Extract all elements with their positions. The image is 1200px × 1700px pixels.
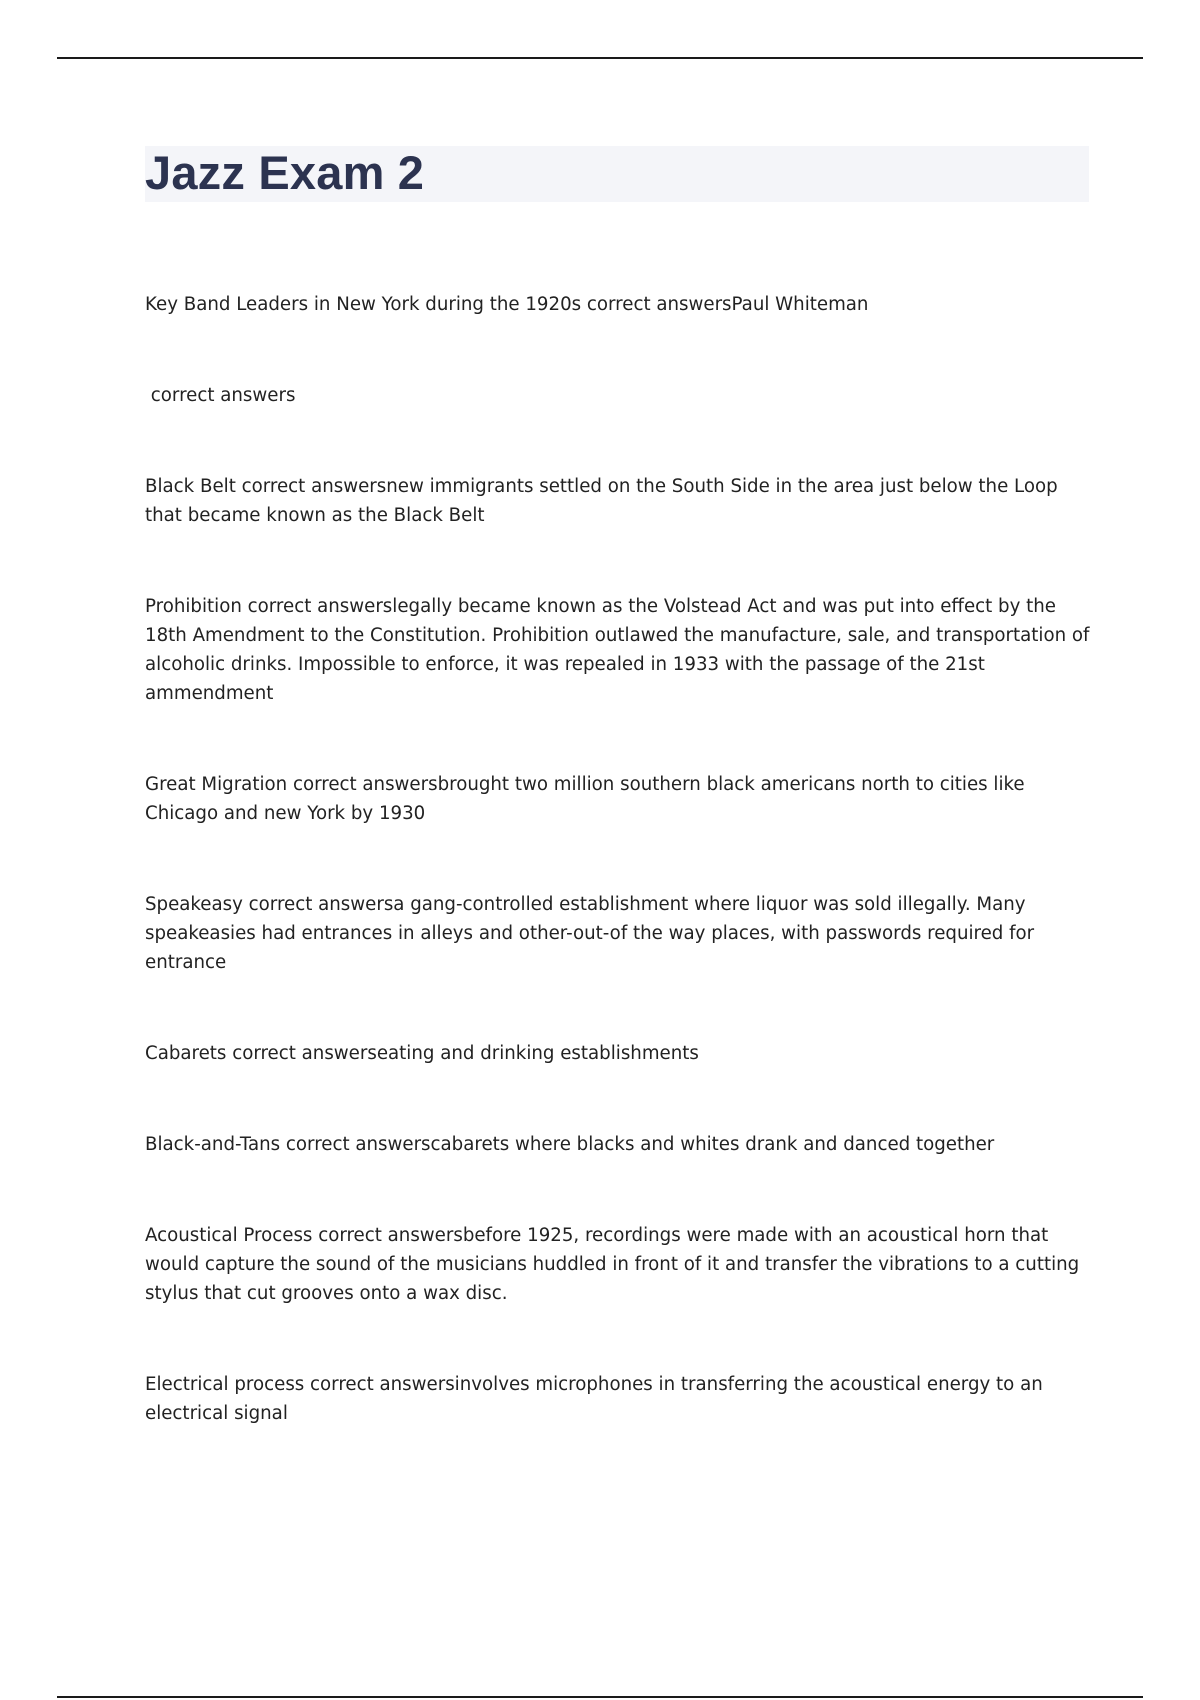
flashcard-entry: Electrical process correct answersinvolves microphones in transferring the acoustical energy to an electrical signal: [145, 1374, 1049, 1424]
flashcard-entry: Black-and-Tans correct answerscabarets where blacks and whites drank and danced together: [145, 1134, 995, 1155]
page-title: Jazz Exam 2: [145, 146, 425, 199]
flashcard-entry: Acoustical Process correct answersbefore 1925, recordings were made with an acoustical horn that would capture the sound of the musicians huddled in front of it and transfer the vibrations to a cutting stylus that cut grooves onto a wax disc.: [145, 1225, 1086, 1304]
flashcard-entry: Speakeasy correct answersa gang-controlled establishment where liquor was sold illegally. Many speakeasies had entrances in alleys and other-out-of the way places, with passwords required for entrance: [145, 894, 1040, 973]
flashcard-entry: Prohibition correct answerslegally became known as the Volstead Act and was put into effect by the 18th Amendment to the Constitution. Prohibition outlawed the manufacture, sale, and transportation of alcoholic drinks. Impossible to enforce, it was repealed in 1933 with the passage of the 21st ammendment: [145, 596, 1096, 704]
bottom-rule: [57, 1696, 1143, 1698]
flashcard-entry: Great Migration correct answersbrought two million southern black americans north to cities like Chicago and new York by 1930: [145, 774, 1031, 824]
flashcard-entry: correct answers: [145, 385, 296, 406]
flashcard-entry: Black Belt correct answersnew immigrants settled on the South Side in the area just below the Loop that became known as the Black Belt: [145, 476, 1064, 526]
flashcard-list: [145, 290, 1095, 1490]
top-rule: [57, 57, 1143, 59]
flashcard-entry: Cabarets correct answerseating and drinking establishments: [145, 1043, 699, 1064]
flashcard-entry: Key Band Leaders in New York during the 1920s correct answersPaul Whiteman: [145, 294, 869, 315]
